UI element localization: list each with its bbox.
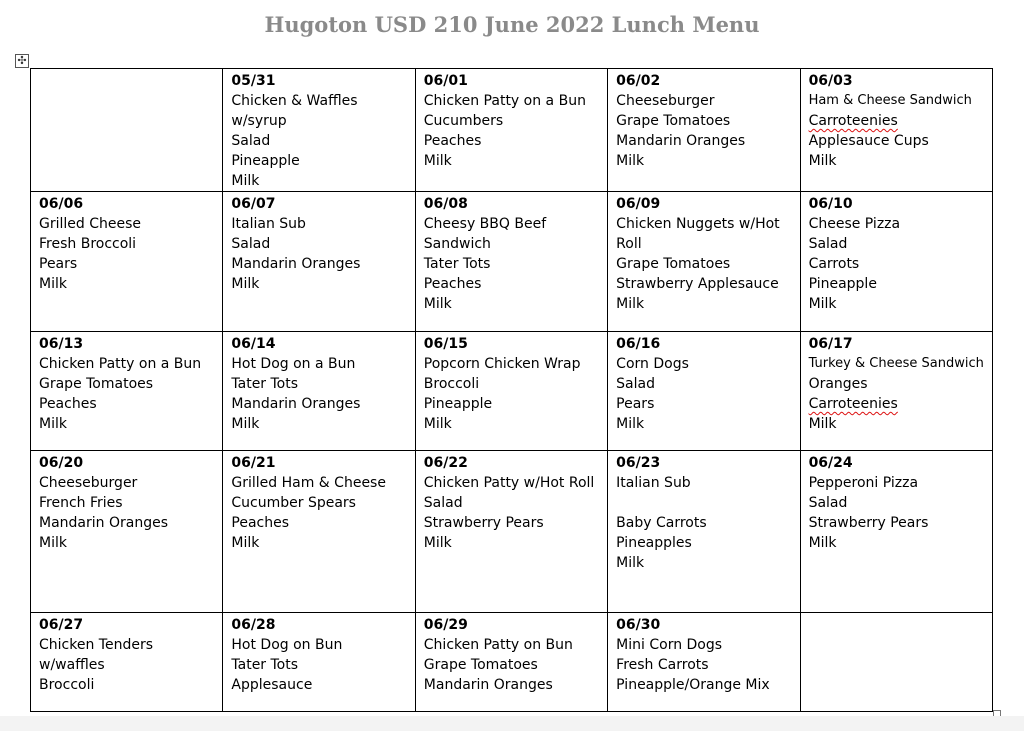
- menu-item: Milk: [231, 535, 260, 551]
- menu-item: Carroteenies: [808, 396, 898, 412]
- menu-item: Baby Carrots: [616, 515, 707, 531]
- menu-day-cell[interactable]: [608, 332, 800, 451]
- menu-item: Peaches: [231, 515, 290, 531]
- day-date: 06/02: [616, 73, 661, 89]
- day-date: 06/13: [39, 336, 84, 352]
- menu-item: Carroteenies: [808, 113, 898, 129]
- menu-day-cell[interactable]: [608, 613, 800, 712]
- menu-item: Pineapple: [423, 396, 493, 412]
- day-date: 06/01: [423, 73, 468, 89]
- day-date: 06/30: [616, 617, 661, 633]
- menu-item: Pineapples: [616, 535, 692, 551]
- menu-item: Cucumbers: [423, 113, 504, 129]
- menu-item: Milk: [808, 535, 837, 551]
- menu-item: Pineapple/Orange Mix: [616, 677, 770, 693]
- menu-item: Ham & Cheese Sandwich: [808, 93, 972, 108]
- day-date: 06/28: [231, 617, 276, 633]
- menu-item: Sandwich: [423, 236, 491, 252]
- menu-day-cell[interactable]: [223, 451, 415, 613]
- menu-item: Grape Tomatoes: [616, 256, 731, 272]
- menu-item: Peaches: [423, 133, 482, 149]
- day-date: 06/23: [616, 455, 661, 471]
- menu-day-cell[interactable]: [608, 192, 800, 332]
- menu-item: Milk: [423, 535, 452, 551]
- menu-item: Milk: [616, 153, 645, 169]
- menu-item: Chicken Patty on Bun: [423, 637, 573, 653]
- menu-item: Chicken & Waffles: [231, 93, 358, 109]
- menu-item: Mini Corn Dogs: [616, 637, 723, 653]
- menu-day-cell[interactable]: [223, 192, 415, 332]
- menu-item: Pineapple: [808, 276, 877, 292]
- menu-item: Italian Sub: [616, 475, 691, 491]
- menu-item: Chicken Nuggets w/Hot: [616, 216, 780, 232]
- table-move-handle-icon[interactable]: ✣: [15, 54, 29, 68]
- menu-item: Pears: [616, 396, 655, 412]
- menu-item: Strawberry Applesauce: [616, 276, 779, 292]
- menu-day-cell[interactable]: [31, 332, 223, 451]
- menu-item: Peaches: [39, 396, 97, 412]
- menu-item: Fresh Carrots: [616, 657, 709, 673]
- menu-day-cell[interactable]: [415, 192, 607, 332]
- menu-item: [616, 493, 795, 513]
- menu-item: Milk: [616, 555, 645, 571]
- menu-item: Pineapple: [231, 153, 300, 169]
- menu-item: Salad: [423, 495, 463, 511]
- day-date: 06/10: [808, 196, 853, 212]
- menu-item: Salad: [616, 376, 655, 392]
- menu-item: Applesauce: [231, 677, 313, 693]
- menu-item: Broccoli: [423, 376, 480, 392]
- menu-item: Chicken Patty on a Bun: [39, 356, 202, 372]
- menu-item: Tater Tots: [231, 657, 299, 673]
- menu-week-row: [31, 451, 993, 613]
- menu-day-cell[interactable]: [608, 69, 800, 192]
- menu-item: Cheeseburger: [616, 93, 715, 109]
- menu-item: Mandarin Oranges: [423, 677, 553, 693]
- menu-item: Cheeseburger: [39, 475, 138, 491]
- menu-item: Turkey & Cheese Sandwich: [808, 356, 984, 371]
- menu-item: Milk: [808, 416, 837, 432]
- menu-item: Milk: [808, 296, 837, 312]
- menu-day-cell[interactable]: [223, 332, 415, 451]
- day-date: 06/20: [39, 455, 84, 471]
- menu-item: w/syrup: [231, 113, 287, 129]
- menu-day-cell[interactable]: [31, 192, 223, 332]
- menu-item: Carrots: [808, 256, 860, 272]
- menu-item: Milk: [39, 276, 67, 292]
- menu-item: Pears: [39, 256, 78, 272]
- menu-day-cell[interactable]: [800, 451, 992, 613]
- menu-item: Mandarin Oranges: [231, 256, 361, 272]
- menu-item: Milk: [231, 276, 260, 292]
- menu-week-row: [31, 192, 993, 332]
- day-date: 05/31: [231, 73, 276, 89]
- empty-cell[interactable]: [800, 613, 992, 712]
- menu-item: Cheese Pizza: [808, 216, 901, 232]
- menu-item: Milk: [616, 296, 645, 312]
- menu-item: Milk: [39, 535, 67, 551]
- day-date: 06/07: [231, 196, 276, 212]
- menu-item: Strawberry Pears: [808, 515, 929, 531]
- menu-item: Cucumber Spears: [231, 495, 356, 511]
- menu-item: Mandarin Oranges: [231, 396, 361, 412]
- empty-cell[interactable]: [31, 69, 223, 192]
- day-date: 06/16: [616, 336, 661, 352]
- day-date: 06/15: [423, 336, 468, 352]
- menu-item: Salad: [231, 236, 271, 252]
- menu-week-row: [31, 613, 993, 712]
- menu-item: Hot Dog on Bun: [231, 637, 343, 653]
- menu-item: Grape Tomatoes: [39, 376, 154, 392]
- menu-item: Oranges: [808, 376, 868, 392]
- window-bottom-strip: [0, 716, 1024, 731]
- menu-item: Hot Dog on a Bun: [231, 356, 356, 372]
- day-date: 06/06: [39, 196, 84, 212]
- day-date: 06/22: [423, 455, 468, 471]
- menu-item: Milk: [423, 416, 452, 432]
- menu-item: Milk: [39, 416, 67, 432]
- menu-day-cell[interactable]: [800, 332, 992, 451]
- menu-item: Chicken Patty w/Hot Roll: [423, 475, 595, 491]
- menu-item: Corn Dogs: [616, 356, 689, 372]
- menu-item: Grape Tomatoes: [423, 657, 538, 673]
- menu-day-cell[interactable]: [415, 613, 607, 712]
- day-date: 06/03: [808, 73, 853, 89]
- menu-item: Peaches: [423, 276, 482, 292]
- menu-item: French Fries: [39, 495, 123, 511]
- page-title: Hugoton USD 210 June 2022 Lunch Menu: [264, 12, 760, 37]
- menu-item: Chicken Patty on a Bun: [423, 93, 586, 109]
- menu-item: Cheesy BBQ Beef: [423, 216, 547, 232]
- day-date: 06/14: [231, 336, 276, 352]
- menu-day-cell[interactable]: [31, 451, 223, 613]
- menu-day-cell[interactable]: [800, 69, 992, 192]
- menu-week-row: [31, 332, 993, 451]
- menu-item: Applesauce Cups: [808, 133, 929, 149]
- menu-day-cell[interactable]: [223, 69, 415, 192]
- menu-day-cell[interactable]: [608, 451, 800, 613]
- menu-item: Italian Sub: [231, 216, 306, 232]
- menu-item: Broccoli: [39, 677, 95, 693]
- menu-item: Grilled Ham & Cheese: [231, 475, 386, 491]
- menu-day-cell[interactable]: [223, 613, 415, 712]
- day-date: 06/21: [231, 455, 276, 471]
- day-date: 06/08: [423, 196, 468, 212]
- day-date: 06/09: [616, 196, 661, 212]
- lunch-menu-table: [30, 68, 993, 712]
- menu-item: Tater Tots: [423, 256, 491, 272]
- menu-item: Chicken Tenders: [39, 637, 153, 653]
- menu-day-cell[interactable]: [31, 613, 223, 712]
- menu-item: Milk: [231, 416, 260, 432]
- day-date: 06/17: [808, 336, 853, 352]
- menu-item: Mandarin Oranges: [616, 133, 746, 149]
- menu-item: Salad: [808, 236, 848, 252]
- menu-item: Tater Tots: [231, 376, 299, 392]
- menu-day-cell[interactable]: [800, 192, 992, 332]
- menu-item: Milk: [423, 296, 452, 312]
- menu-item: Strawberry Pears: [423, 515, 544, 531]
- menu-item: Salad: [231, 133, 271, 149]
- menu-item: Milk: [616, 416, 645, 432]
- menu-day-cell[interactable]: [415, 69, 607, 192]
- menu-week-row: [31, 69, 993, 192]
- menu-item: Mandarin Oranges: [39, 515, 168, 531]
- menu-item: Grilled Cheese: [39, 216, 142, 232]
- menu-item: Fresh Broccoli: [39, 236, 137, 252]
- menu-day-cell[interactable]: [415, 451, 607, 613]
- day-date: 06/24: [808, 455, 853, 471]
- menu-item: Milk: [231, 173, 260, 189]
- menu-item: Milk: [423, 153, 452, 169]
- day-date: 06/27: [39, 617, 84, 633]
- day-date: 06/29: [423, 617, 468, 633]
- menu-item: Grape Tomatoes: [616, 113, 731, 129]
- menu-item: Milk: [808, 153, 837, 169]
- menu-day-cell[interactable]: [415, 332, 607, 451]
- menu-item: Popcorn Chicken Wrap: [423, 356, 581, 372]
- menu-item: w/waffles: [39, 657, 105, 673]
- menu-item: Pepperoni Pizza: [808, 475, 919, 491]
- menu-item: Roll: [616, 236, 642, 252]
- menu-item: Salad: [808, 495, 848, 511]
